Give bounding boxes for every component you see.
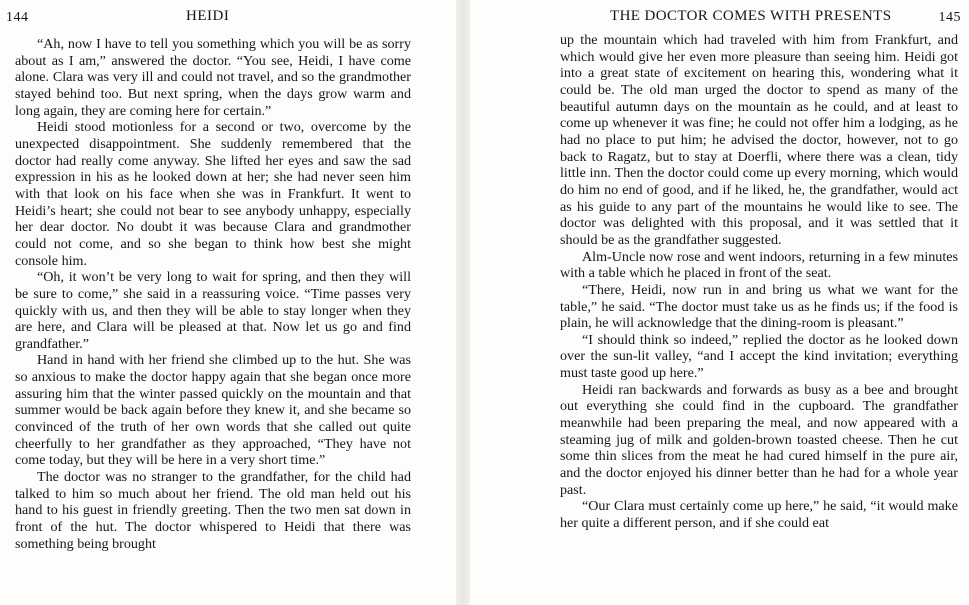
right-page-number: 145 — [938, 10, 961, 25]
left-running-head: HEIDI — [186, 8, 230, 24]
paragraph: “There, Heidi, now run in and bring us what we want for the table,” he said. “The doctor must take us as he finds us; if the food is plain, he will acknowledge that the dining-room is pleasant.” — [560, 281, 958, 332]
right-running-head: THE DOCTOR COMES WITH PRESENTS — [610, 8, 892, 24]
left-page — [0, 0, 456, 605]
paragraph: The doctor was no stranger to the grandfather, for the child had talked to him so much about her friend. The old man held out his hand to his guest in friendly greeting. Then the two men sat down in front of the hut. The doctor whispered to Heidi that there was something being brought — [15, 469, 411, 552]
paragraph: Heidi stood motionless for a second or two, overcome by the unexpected disappointment. She suddenly remembered that the doctor had really come anyway. She lifted her eyes and saw the sad expression in his as he looked down at her; she had never seen him with that look on his face when she was in Frankfurt. It went to Heidi’s heart; she could not bear to see anybody unhappy, especially her dear doctor. No doubt it was because Clara and grandmother could not come, and so she began to think how best she might console him. — [15, 119, 411, 269]
paragraph: “Our Clara must certainly come up here,” he said, “it would make her quite a different person, and if she could eat — [560, 498, 958, 532]
paragraph: “Ah, now I have to tell you something which you will be as sorry about as I am,” answered the doctor. “You see, Heidi, I have come alone. Clara was very ill and could not travel, and so the grandmother stayed behind too. But next spring, when the days grow warm and long again, they are coming here for certain.” — [15, 36, 411, 119]
right-page-text — [560, 32, 958, 532]
paragraph-continued: up the mountain which had traveled with him from Frankfurt, and which would give her even more pleasure than seeing him. Heidi got into a great state of excitement on hearing this, wondering what it could be. The old man urged the doctor to spend as many of the beautiful autumn days on the mountain as he could, and at least to come up whenever it was fine; he could not offer him a lodging, as he had no place to put him; he advised the doctor, however, not to go back to Ragatz, but to stay at Doerfli, where there was a clean, tidy little inn. Then the doctor could come up every morning, which would do him no end of good, and if he liked, he, the grandfather, would act as his guide to any part of the mountains he would like to see. The doctor was delighted with this proposal, and it was settled that it should be as the grandfather suggested. — [560, 32, 958, 248]
paragraph: Alm-Uncle now rose and went indoors, returning in a few minutes with a table which he placed in front of the seat. — [560, 248, 958, 282]
left-page-text — [15, 36, 411, 552]
paragraph: Heidi ran backwards and forwards as busy as a bee and brought out everything she could find in the cupboard. The grandfather meanwhile had been preparing the meal, and now appeared with a steaming jug of milk and golden-brown toasted cheese. Then he cut some thin slices from the meat he had cured himself in the pure air, and the doctor enjoyed his dinner better than he had for a whole year past. — [560, 381, 958, 498]
paragraph: Hand in hand with her friend she climbed up to the hut. She was so anxious to make the doctor happy again that she began once more assuring him that the winter passed quickly on the mountain and that summer would be back again before they knew it, and she became so convinced of the truth of her own words that she called out quite cheerfully to her grandfather as they approached, “They have not come today, but they will be here in a very short time.” — [15, 352, 411, 469]
right-page-header — [470, 8, 969, 28]
paragraph: “Oh, it won’t be very long to wait for spring, and then they will be sure to come,” she said in a reassuring voice. “Time passes very quickly with us, and then they will be able to stay longer when they are here, and Clara will be pleased at that. Now let us go and find grandfather.” — [15, 269, 411, 352]
paragraph: “I should think so indeed,” replied the doctor as he looked down over the sun-lit valley, “and I accept the kind invitation; everything must taste good up here.” — [560, 331, 958, 382]
left-page-header — [0, 8, 456, 28]
left-page-number: 144 — [6, 10, 29, 25]
right-page — [470, 0, 969, 605]
